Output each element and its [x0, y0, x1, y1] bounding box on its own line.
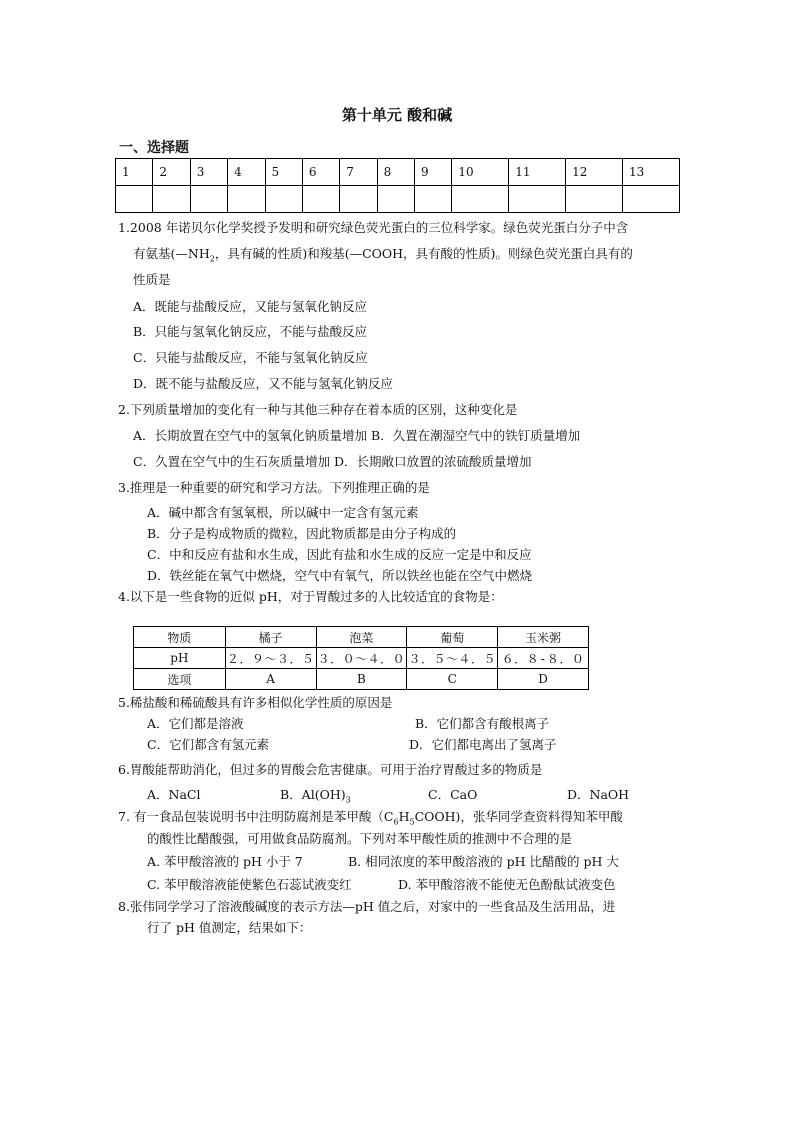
ph-table-cell: A: [225, 669, 316, 690]
answer-number: 3: [190, 159, 227, 186]
q2-options-cd: C．久置在空气中的生石灰质量增加 D．长期敞口放置的浓硫酸质量增加: [133, 454, 532, 469]
q1-option-d: D．既不能与盐酸反应，又不能与氢氧化钠反应: [133, 376, 394, 391]
answer-cell[interactable]: [340, 186, 377, 213]
answer-cell[interactable]: [509, 186, 566, 213]
ph-table-option-row: [134, 669, 589, 690]
q7-option-b: B. 相同浓度的苯甲酸溶液的 pH 比醋酸的 pH 大: [348, 854, 619, 869]
q5-option-c: C．它们都含有氢元素: [147, 737, 270, 752]
answer-cell[interactable]: [228, 186, 265, 213]
answer-number: 10: [452, 159, 509, 186]
q5-option-b: B．它们都含有酸根离子: [415, 716, 550, 731]
answer-number-row: [116, 159, 680, 186]
q1-option-c: C．只能与盐酸反应，不能与氢氧化钠反应: [133, 350, 368, 365]
q7-option-a: A. 苯甲酸溶液的 pH 小于 7: [147, 854, 303, 869]
ph-table-cell: 葡萄: [407, 627, 498, 648]
answer-cell[interactable]: [566, 186, 623, 213]
ph-table-cell: ３．５～４．５: [407, 648, 498, 669]
answer-number: 11: [509, 159, 566, 186]
q8-stem-line1: 8.张伟同学学习了溶液酸碱度的表示方法—pH 值之后，对家中的一些食品及生活用品，进: [118, 899, 616, 914]
answer-number: 2: [153, 159, 190, 186]
q6-option-c: C．CaO: [428, 787, 478, 802]
answer-cell[interactable]: [377, 186, 414, 213]
ph-table-cell: C: [407, 669, 498, 690]
answer-cell[interactable]: [153, 186, 190, 213]
ph-table-cell: D: [498, 669, 589, 690]
section-heading: 一、选择题: [119, 140, 189, 156]
answer-number: 6: [302, 159, 339, 186]
ph-table-cell: 泡菜: [316, 627, 407, 648]
ph-table-cell: 玉米粥: [498, 627, 589, 648]
answer-number: 13: [623, 159, 680, 186]
q5-option-d: D．它们都电离出了氢离子: [409, 737, 557, 752]
q1-option-b: B．只能与氢氧化钠反应，不能与盐酸反应: [133, 324, 368, 339]
answer-number: 8: [377, 159, 414, 186]
ph-table-cell: 物质: [134, 627, 226, 648]
ph-table-ph-row: [134, 648, 589, 669]
page-title: 第十单元 酸和碱: [341, 106, 453, 124]
q7-option-c: C. 苯甲酸溶液能使紫色石蕊试液变红: [147, 877, 352, 892]
q1-stem-line1: 1.2008 年诺贝尔化学奖授予发明和研究绿色荧光蛋白的三位科学家。绿色荧光蛋白分子中含: [118, 220, 629, 235]
q7-stem-line1: 7. 有一食品包装说明书中注明防腐剂是苯甲酸$(C_6H_5COOH)$，张华同学查资料得知苯甲酸: [118, 809, 623, 827]
q3-option-d: D．铁丝能在氧气中燃烧，空气中有氧气，所以铁丝也能在空气中燃烧: [147, 568, 533, 583]
q3-option-c: C．中和反应有盐和水生成，因此有盐和水生成的反应一定是中和反应: [147, 547, 532, 562]
q6-option-b: B．$Al(OH)_3$: [280, 787, 351, 805]
answer-number: 12: [566, 159, 623, 186]
ph-table-cell: 选项: [134, 669, 226, 690]
answer-cell[interactable]: [116, 186, 153, 213]
q7-option-d: D. 苯甲酸溶液不能使无色酚酞试液变色: [398, 877, 616, 892]
ph-table: [133, 626, 589, 690]
ph-table-cell: pH: [134, 648, 226, 669]
q4-stem: 4.以下是一些食物的近似 pH，对于胃酸过多的人比较适宜的食物是：: [118, 589, 503, 604]
answer-table: [115, 158, 680, 213]
q5-stem: 5.稀盐酸和稀硫酸具有许多相似化学性质的原因是: [118, 695, 393, 710]
q8-stem-line2: 行了 pH 值测定，结果如下：: [147, 920, 312, 935]
ph-table-cell: ２．９～３．５: [225, 648, 316, 669]
answer-cell[interactable]: [265, 186, 302, 213]
q5-option-a: A．它们都是溶液: [147, 716, 244, 731]
ph-table-header-row: [134, 627, 589, 648]
answer-cell[interactable]: [415, 186, 452, 213]
answer-number: 9: [415, 159, 452, 186]
answer-number: 7: [340, 159, 377, 186]
ph-table-cell: ６．８-８．０: [498, 648, 589, 669]
q1-option-a: A．既能与盐酸反应，又能与氢氧化钠反应: [133, 299, 368, 314]
answer-cell[interactable]: [302, 186, 339, 213]
answer-cell[interactable]: [452, 186, 509, 213]
q6-option-a: A．NaCl: [147, 787, 201, 802]
q7-stem-line2: 的酸性比醋酸强，可用做食品防腐剂。下列对苯甲酸性质的推测中不合理的是: [147, 831, 573, 846]
answer-number: 1: [116, 159, 153, 186]
q6-stem: 6.胃酸能帮助消化，但过多的胃酸会危害健康。可用于治疗胃酸过多的物质是: [118, 762, 543, 777]
q3-option-b: B．分子是构成物质的微粒，因此物质都是由分子构成的: [147, 526, 457, 541]
answer-cell[interactable]: [190, 186, 227, 213]
answer-cell[interactable]: [623, 186, 680, 213]
q1-stem-line2: 有氨基($—NH_2$，具有碱的性质)和羧基(—COOH，具有酸的性质)。则绿色荧光蛋白具有的: [133, 246, 633, 264]
ph-table-cell: 橘子: [225, 627, 316, 648]
q6-option-d: D．NaOH: [567, 787, 630, 802]
answer-number: 4: [228, 159, 265, 186]
q1-stem-line3: 性质是: [133, 272, 171, 287]
q3-stem: 3.推理是一种重要的研究和学习方法。下列推理正确的是: [118, 480, 430, 495]
ph-table-cell: B: [316, 669, 407, 690]
answer-blank-row: [116, 186, 680, 213]
q2-options-ab: A．长期放置在空气中的氢氧化钠质量增加 B．久置在潮湿空气中的铁钉质量增加: [133, 428, 581, 443]
answer-number: 5: [265, 159, 302, 186]
ph-table-cell: ３．０～４．０: [316, 648, 407, 669]
q2-stem: 2.下列质量增加的变化有一种与其他三种存在着本质的区别，这种变化是: [118, 402, 518, 417]
q3-option-a: A．碱中都含有氢氧根，所以碱中一定含有氢元素: [147, 505, 419, 520]
